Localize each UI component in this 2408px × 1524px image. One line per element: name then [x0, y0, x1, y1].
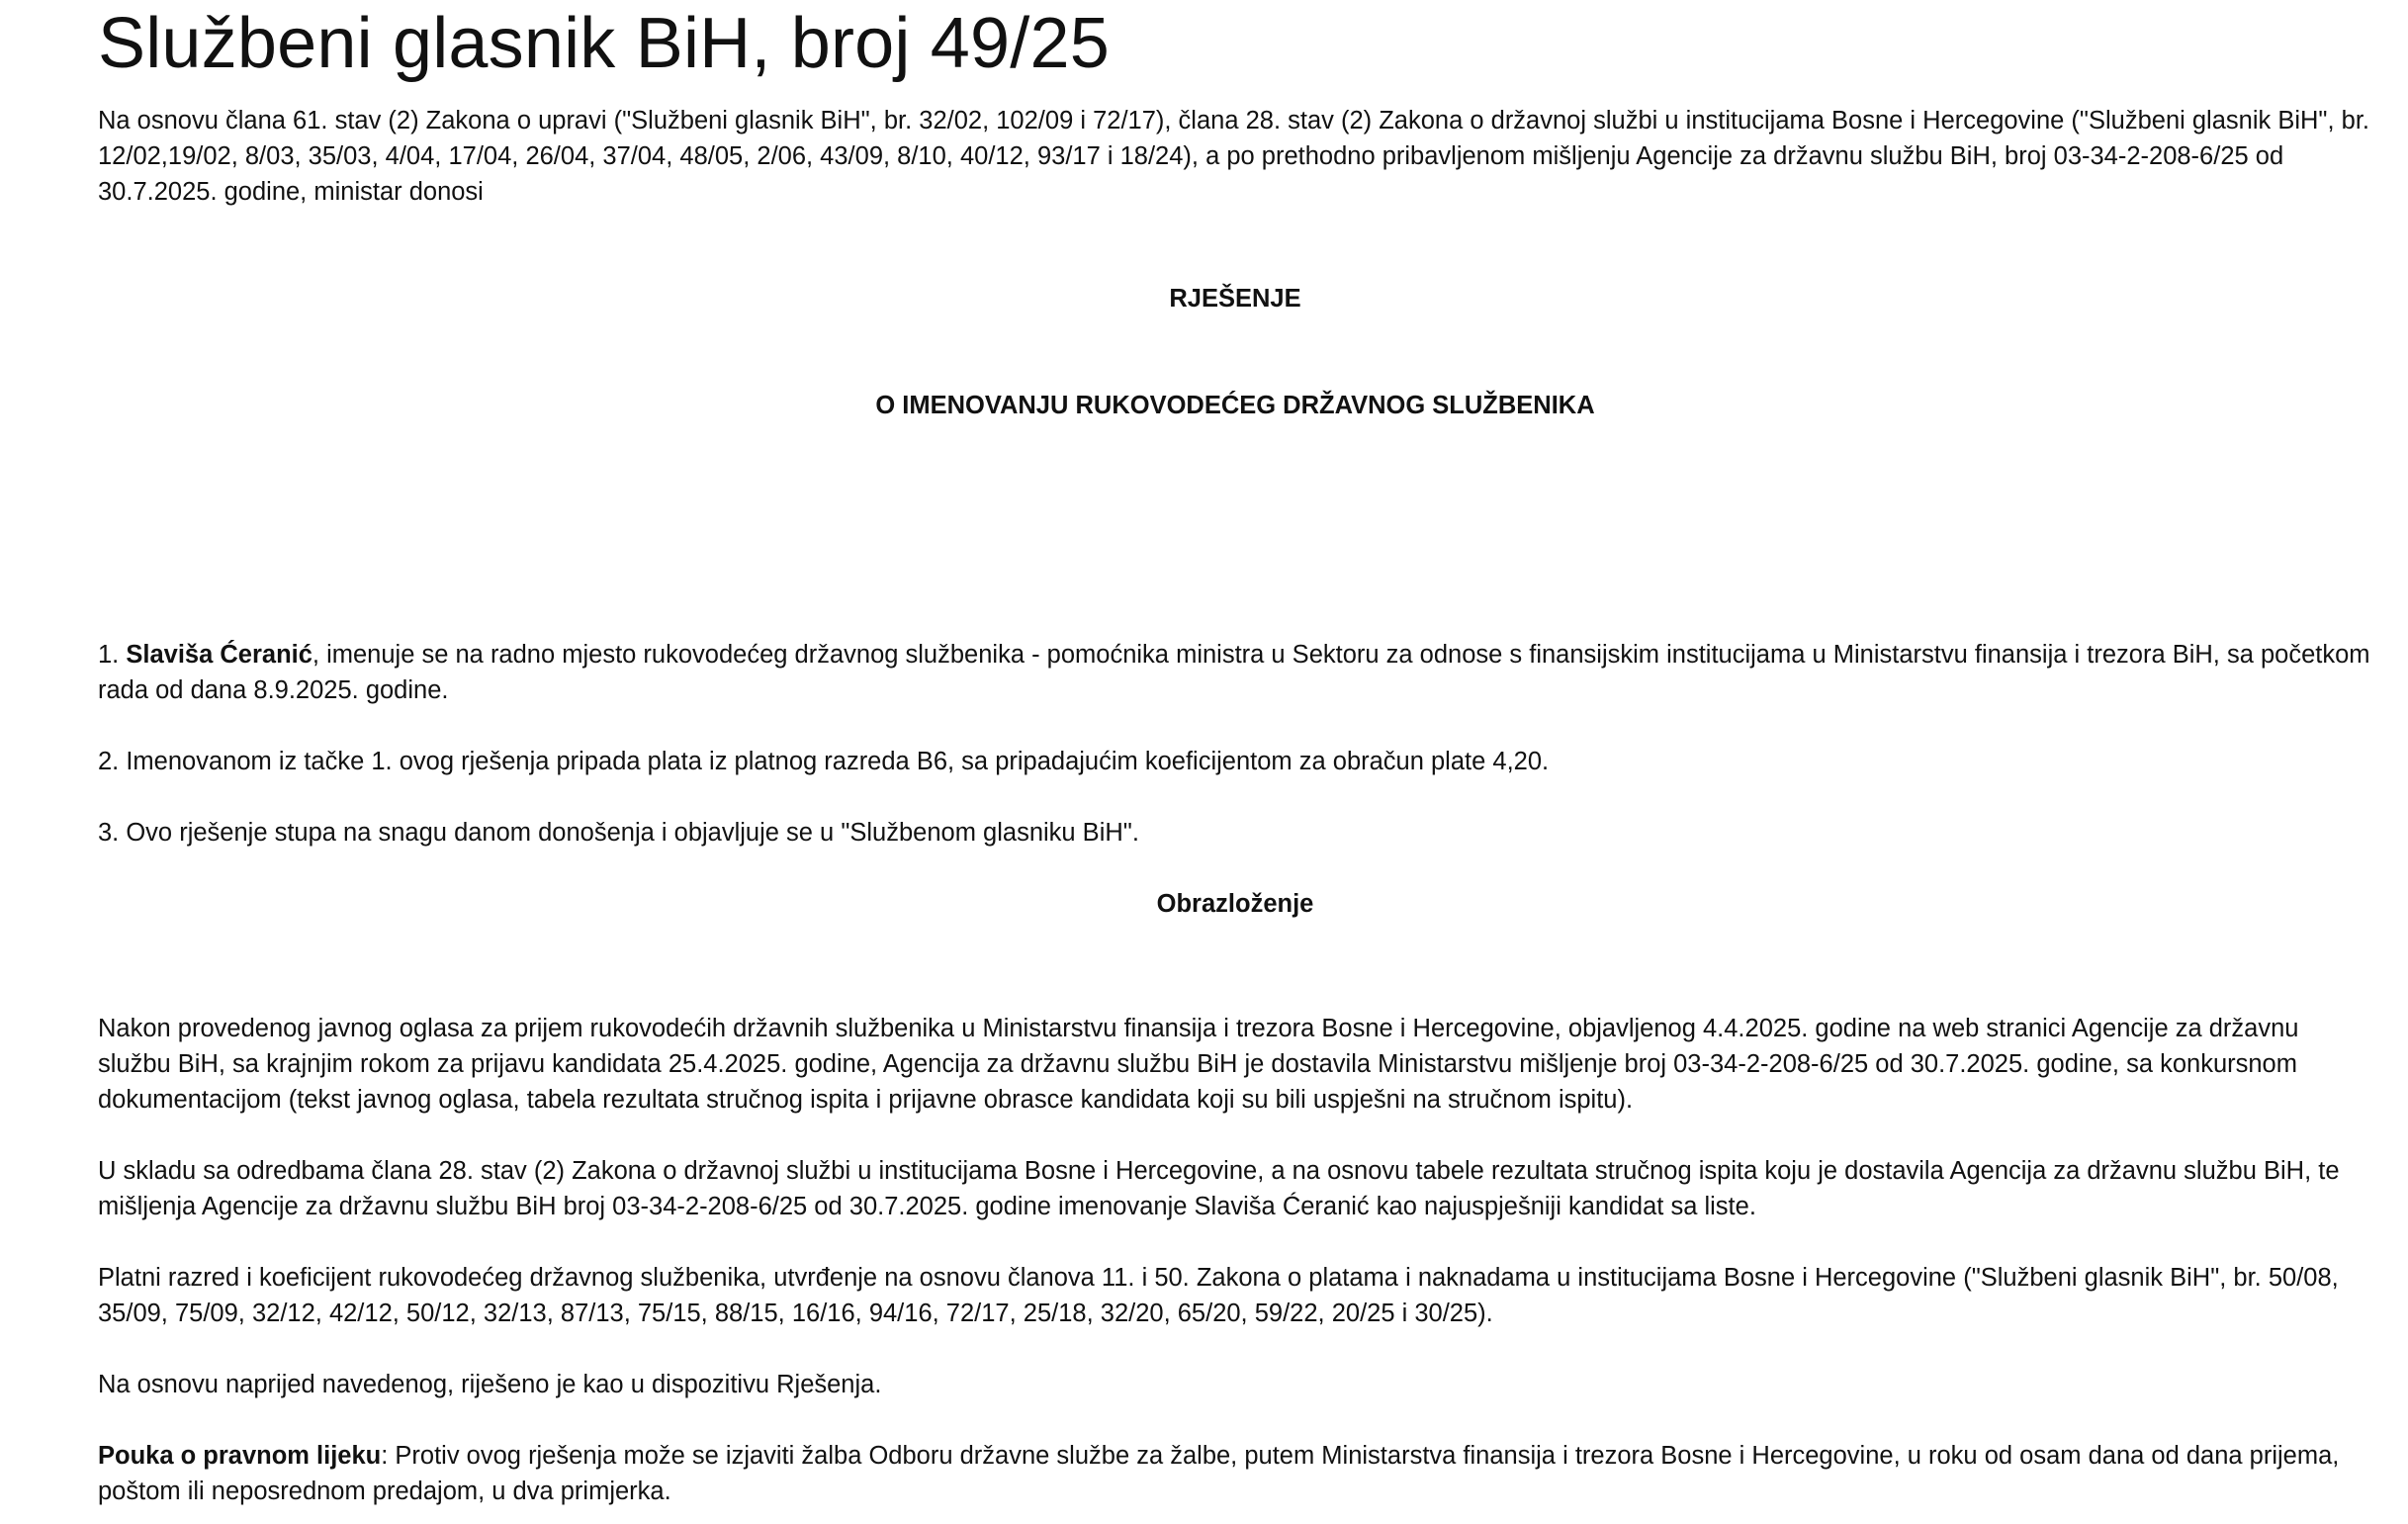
heading-rjesenje: RJEŠENJE [1169, 285, 1301, 313]
legal-remedy-label: Pouka o pravnom lijeku [98, 1442, 382, 1470]
reasoning-paragraph-4: Na osnovu naprijed navedenog, riješeno je kao u dispozitivu Rješenja. [98, 1371, 882, 1398]
decision-item-1 [98, 637, 2372, 708]
heading-imenovanje: O IMENOVANJU RUKOVODEĆEG DRŽAVNOG SLUŽBENIKA [875, 392, 1595, 419]
reasoning-paragraph-3: Platni razred i koeficijent rukovodećeg državnog službenika, utvrđenje na osnovu članova 11. i 50. Zakona o platama i naknadama u institucijama Bosne i Hercegovine ("Službeni glasnik BiH", br. 50/08, 35/09, 75/09, 32/12, 42/12, 50/12, 32/13, 87/13, 75/15, 88/15, 16/16, 94/16, 72/17, 25/18, 32/20, 65/20, 59/22, 20/25 i 30/25). [98, 1264, 2339, 1327]
reasoning-paragraph-1: Nakon provedenog javnog oglasa za prijem rukovodećih državnih službenika u Ministarstvu finansija i trezora Bosne i Hercegovine, objavljenog 4.4.2025. godine na web stranici Agencije za državnu službu BiH, sa krajnjim rokom za prijavu kandidata 25.4.2025. godine, Agencija za državnu službu BiH je dostavila Ministarstvu mišljenje broj 03-34-2-208-6/25 od 30.7.2025. godine, sa konkursnom dokumentacijom (tekst javnog oglasa, tabela rezultata stručnog ispita i prijavne obrasce kandidata koji su bili uspješni na stručnom ispitu). [98, 1015, 2299, 1114]
item-1-number: 1. [98, 641, 120, 669]
legal-remedy-text: : Protiv ovog rješenja može se izjaviti žalba Odboru državne službe za žalbe, putem Ministarstva finansija i trezora Bosne i Hercegovine, u roku od osam dana od dana prijema, poštom ili neposrednom predajom, u dva primjerka. [98, 1442, 2340, 1505]
decision-item-2: 2. Imenovanom iz tačke 1. ovog rješenja pripada plata iz platnog razreda B6, sa pripadajućim koeficijentom za obračun plate 4,20. [98, 748, 1550, 775]
decision-item-3: 3. Ovo rješenje stupa na snagu danom donošenja i objavljuje se u "Službenom glasniku BiH". [98, 819, 1139, 847]
heading-obrazlozenje: Obrazloženje [1156, 890, 1314, 918]
document-page [98, 0, 2372, 1509]
legal-remedy-paragraph [98, 1438, 2372, 1509]
intro-paragraph: Na osnovu člana 61. stav (2) Zakona o upravi ("Službeni glasnik BiH", br. 32/02, 102/09 i 72/17), člana 28. stav (2) Zakona o državnoj službi u institucijama Bosne i Hercegovine ("Službeni glasnik BiH", br. 12/02,19/02, 8/03, 35/03, 4/04, 17/04, 26/04, 37/04, 48/05, 2/06, 43/09, 8/10, 40/12, 93/17 i 18/24), a po prethodno pribavljenom mišljenju Agencije za državnu službu BiH, broj 03-34-2-208-6/25 od 30.7.2025. godine, ministar donosi [98, 107, 2369, 206]
appointee-name: Slaviša Ćeranić [126, 641, 312, 669]
document-title: Službeni glasnik BiH, broj 49/25 [98, 4, 1110, 83]
item-1-text: , imenuje se na radno mjesto rukovodećeg državnog službenika - pomoćnika ministra u Sektoru za odnose s finansijskim institucijama u Ministarstvu finansija i trezora BiH, sa početkom rada od dana 8.9.2025. godine. [98, 641, 2370, 704]
reasoning-paragraph-2: U skladu sa odredbama člana 28. stav (2) Zakona o državnoj službi u institucijama Bosne i Hercegovine, a na osnovu tabele rezultata stručnog ispita koju je dostavila Agencija za državnu službu BiH, te mišljenja Agencije za državnu službu BiH broj 03-34-2-208-6/25 od 30.7.2025. godine imenovanje Slaviša Ćeranić kao najuspješniji kandidat sa liste. [98, 1157, 2340, 1220]
